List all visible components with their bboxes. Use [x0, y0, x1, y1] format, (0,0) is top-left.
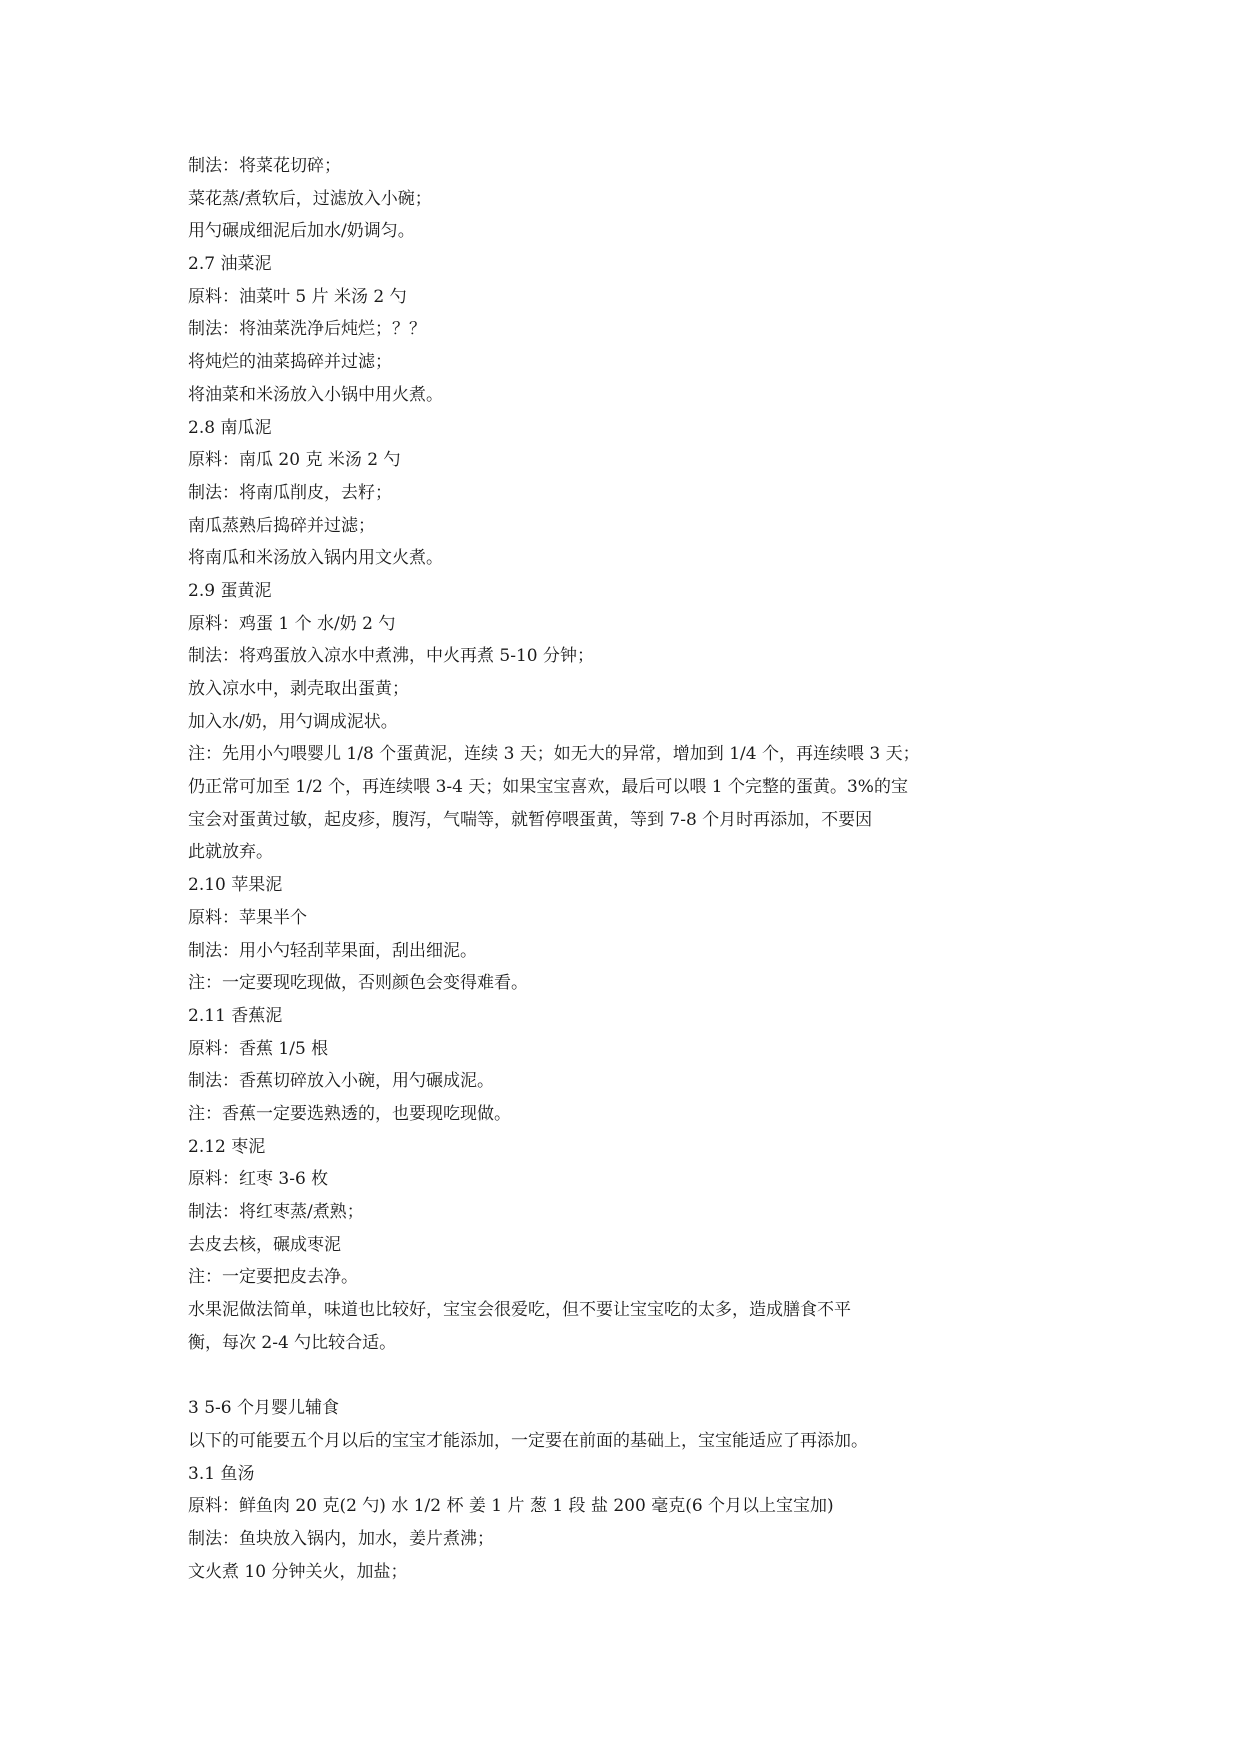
note-line: 注：一定要现吃现做，否则颜色会变得难看。 — [188, 973, 528, 994]
text-line: 去皮去核，碾成枣泥 — [188, 1234, 341, 1255]
blank-line — [188, 1359, 1068, 1392]
text-line: 制法：鱼块放入锅内，加水，姜片煮沸； — [188, 1528, 494, 1549]
text-line: 原料：鸡蛋 1 个 水/奶 2 勺 — [188, 613, 396, 634]
note-line: 注：一定要把皮去净。 — [188, 1267, 358, 1288]
note-line: 宝会对蛋黄过敏，起皮疹，腹泻，气喘等，就暂停喂蛋黄，等到 7-8 个月时再添加，不要因 — [188, 809, 873, 830]
text-line: 制法：将红枣蒸/煮熟； — [188, 1202, 364, 1222]
text-line: 文火煮 10 分钟关火，加盐； — [188, 1561, 408, 1582]
section-heading: 3.1 鱼汤 — [188, 1463, 255, 1484]
text-line: 南瓜蒸熟后捣碎并过滤； — [188, 515, 375, 536]
text-line: 用勺碾成细泥后加水/奶调匀。 — [188, 221, 415, 242]
note-line: 仍正常可加至 1/2 个，再连续喂 3-4 天；如果宝宝喜欢，最后可以喂 1 个完整的蛋黄。3%的宝 — [188, 777, 908, 798]
text-line: 原料：香蕉 1/5 根 — [188, 1038, 329, 1059]
text-line: 制法：将南瓜削皮，去籽； — [188, 482, 392, 503]
note-line: 注：先用小勺喂婴儿 1/8 个蛋黄泥，连续 3 天；如无大的异常，增加到 1/4 个，再连续喂 3 天； — [188, 744, 920, 765]
text-line: 原料：南瓜 20 克 米汤 2 勺 — [188, 450, 401, 471]
paragraph-line: 以下的可能要五个月以后的宝宝才能添加，一定要在前面的基础上，宝宝能适应了再添加。 — [188, 1430, 868, 1451]
paragraph-line: 水果泥做法简单，味道也比较好，宝宝会很爱吃，但不要让宝宝吃的太多，造成膳食不平 — [188, 1300, 851, 1321]
section-heading: 2.7 油菜泥 — [188, 254, 272, 275]
section-heading: 2.8 南瓜泥 — [188, 417, 272, 438]
text-line: 加入水/奶，用勺调成泥状。 — [188, 711, 398, 732]
text-line: 制法：用小勺轻刮苹果面，刮出细泥。 — [188, 940, 477, 961]
text-line: 制法：将鸡蛋放入凉水中煮沸，中火再煮 5-10 分钟； — [188, 646, 594, 667]
note-line: 注：香蕉一定要选熟透的，也要现吃现做。 — [188, 1103, 511, 1124]
text-line: 制法：将菜花切碎； — [188, 156, 341, 176]
paragraph-line: 衡，每次 2-4 勺比较合适。 — [188, 1332, 397, 1353]
text-line: 将油菜和米汤放入小锅中用火煮。 — [188, 384, 443, 405]
text-line: 放入凉水中，剥壳取出蛋黄； — [188, 679, 409, 699]
document-page — [188, 150, 1068, 1588]
text-line: 将南瓜和米汤放入锅内用文火煮。 — [188, 548, 443, 569]
text-line: 原料：苹果半个 — [188, 907, 307, 928]
note-line: 此就放弃。 — [188, 842, 273, 863]
text-line: 将炖烂的油菜捣碎并过滤； — [188, 352, 392, 373]
section-heading: 2.10 苹果泥 — [188, 875, 283, 896]
section-heading: 2.11 香蕉泥 — [188, 1005, 283, 1026]
section-heading: 2.12 枣泥 — [188, 1136, 266, 1157]
text-line: 原料：油菜叶 5 片 米汤 2 勺 — [188, 286, 407, 307]
text-line: 菜花蒸/煮软后，过滤放入小碗； — [188, 188, 432, 209]
section-heading: 2.9 蛋黄泥 — [188, 580, 272, 601]
text-line: 原料：红枣 3-6 枚 — [188, 1169, 329, 1190]
chapter-heading: 3 5-6 个月婴儿辅食 — [188, 1398, 339, 1419]
text-line: 制法：香蕉切碎放入小碗，用勺碾成泥。 — [188, 1071, 494, 1092]
text-line: 原料：鲜鱼肉 20 克(2 勺) 水 1/2 杯 姜 1 片 葱 1 段 盐 200 毫克(6 个月以上宝宝加) — [188, 1496, 834, 1517]
text-line: 制法：将油菜洗净后炖烂；？？ — [188, 319, 426, 340]
